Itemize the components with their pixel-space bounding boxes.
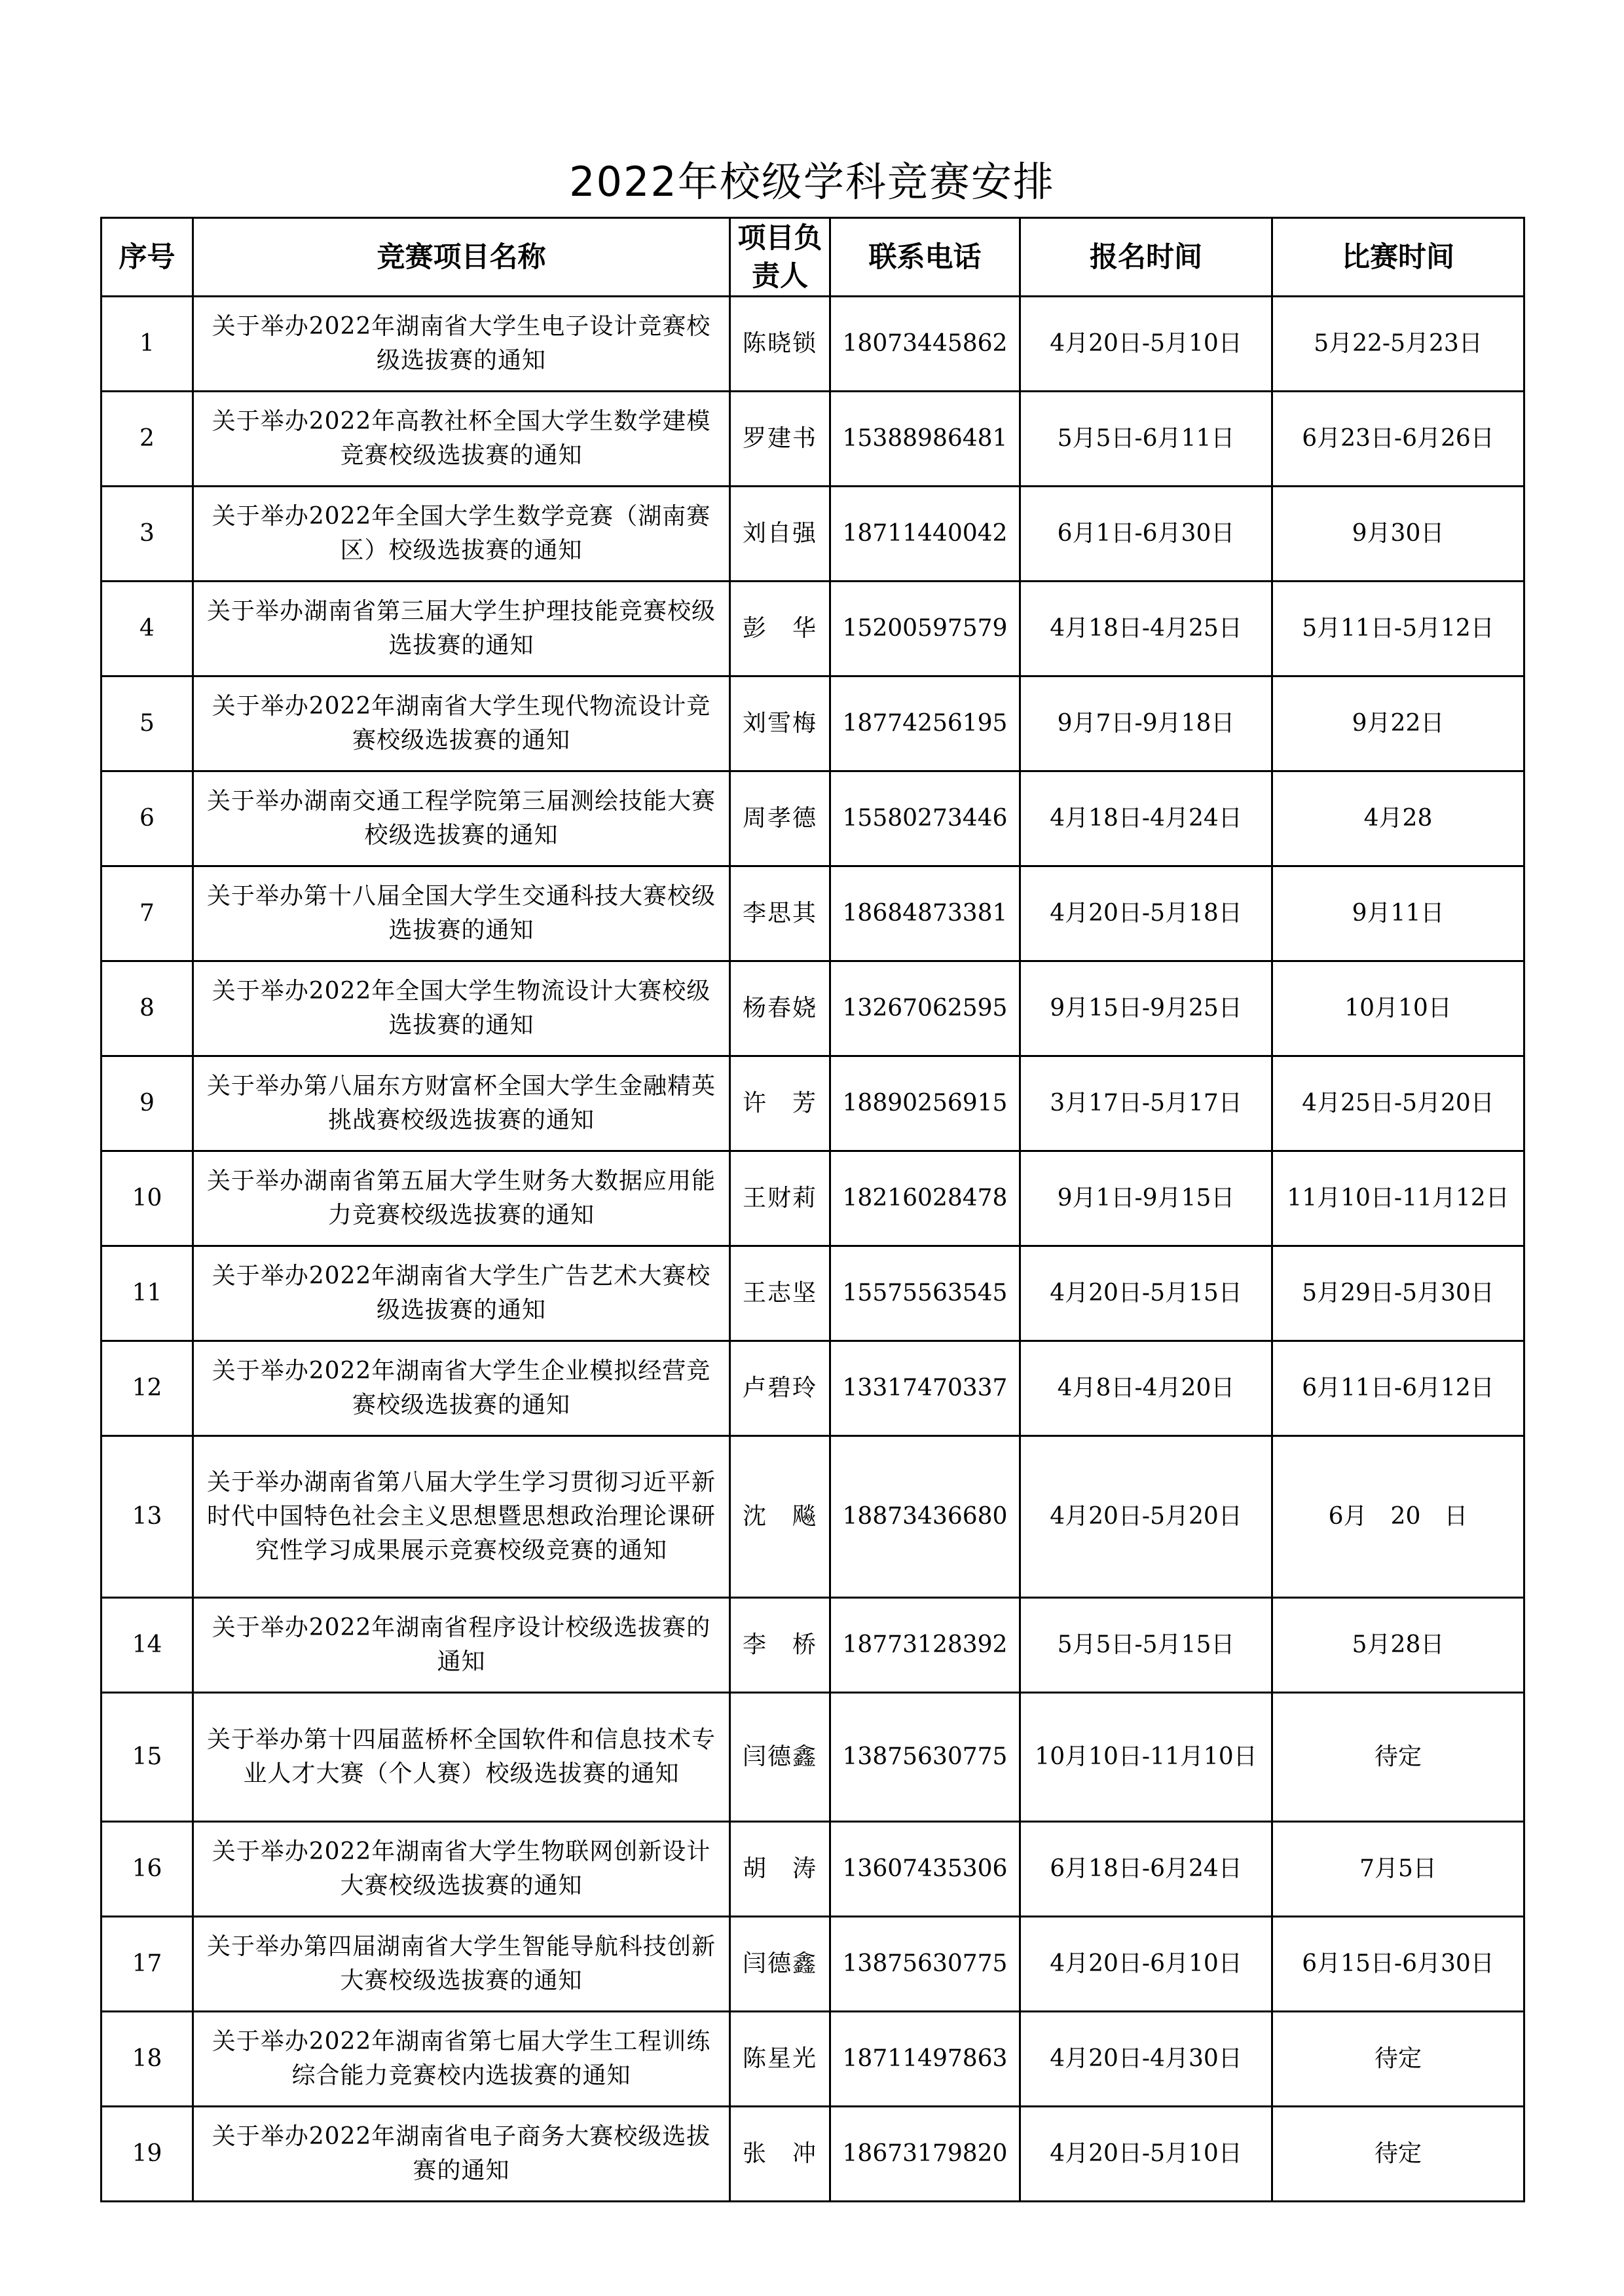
cell-person-in-charge: 闫德鑫	[730, 1917, 830, 2012]
cell-person-in-charge: 胡 涛	[730, 1822, 830, 1917]
cell-person-in-charge: 陈星光	[730, 2012, 830, 2107]
cell-person-in-charge: 卢碧玲	[730, 1341, 830, 1436]
cell-index: 1	[101, 297, 193, 392]
cell-contest-time: 11月10日-11月12日	[1272, 1151, 1524, 1246]
cell-competition-name: 关于举办2022年湖南省大学生企业模拟经营竞赛校级选拔赛的通知	[193, 1341, 730, 1436]
cell-signup-time: 4月20日-4月30日	[1020, 2012, 1272, 2107]
cell-competition-name: 关于举办2022年全国大学生物流设计大赛校级选拔赛的通知	[193, 961, 730, 1056]
cell-phone: 18673179820	[830, 2107, 1020, 2202]
cell-phone: 13317470337	[830, 1341, 1020, 1436]
cell-signup-time: 4月20日-5月10日	[1020, 297, 1272, 392]
table-row	[101, 487, 1524, 582]
cell-signup-time: 5月5日-6月11日	[1020, 392, 1272, 487]
table-row	[101, 1917, 1524, 2012]
cell-index: 9	[101, 1056, 193, 1151]
table-row	[101, 1246, 1524, 1341]
table-row	[101, 297, 1524, 392]
cell-phone: 15200597579	[830, 582, 1020, 676]
cell-phone: 13267062595	[830, 961, 1020, 1056]
cell-competition-name: 关于举办湖南省第五届大学生财务大数据应用能力竞赛校级选拔赛的通知	[193, 1151, 730, 1246]
column-header-signup: 报名时间	[1020, 218, 1272, 297]
cell-contest-time: 6月15日-6月30日	[1272, 1917, 1524, 2012]
cell-competition-name: 关于举办2022年高教社杯全国大学生数学建模竞赛校级选拔赛的通知	[193, 392, 730, 487]
cell-person-in-charge: 李 桥	[730, 1598, 830, 1693]
cell-signup-time: 5月5日-5月15日	[1020, 1598, 1272, 1693]
cell-person-in-charge: 彭 华	[730, 582, 830, 676]
cell-person-in-charge: 杨春娆	[730, 961, 830, 1056]
cell-signup-time: 4月18日-4月24日	[1020, 771, 1272, 866]
cell-contest-time: 7月5日	[1272, 1822, 1524, 1917]
cell-phone: 18684873381	[830, 866, 1020, 961]
cell-competition-name: 关于举办2022年全国大学生数学竞赛（湖南赛区）校级选拔赛的通知	[193, 487, 730, 582]
cell-person-in-charge: 周孝德	[730, 771, 830, 866]
cell-person-in-charge: 沈 飚	[730, 1436, 830, 1598]
cell-contest-time: 待定	[1272, 2012, 1524, 2107]
cell-competition-name: 关于举办2022年湖南省大学生现代物流设计竞赛校级选拔赛的通知	[193, 676, 730, 771]
cell-contest-time: 4月28	[1272, 771, 1524, 866]
cell-person-in-charge: 李思其	[730, 866, 830, 961]
cell-phone: 18890256915	[830, 1056, 1020, 1151]
cell-contest-time: 5月28日	[1272, 1598, 1524, 1693]
cell-contest-time: 5月22-5月23日	[1272, 297, 1524, 392]
cell-index: 14	[101, 1598, 193, 1693]
cell-signup-time: 4月20日-6月10日	[1020, 1917, 1272, 2012]
cell-contest-time: 5月29日-5月30日	[1272, 1246, 1524, 1341]
cell-signup-time: 9月7日-9月18日	[1020, 676, 1272, 771]
cell-person-in-charge: 罗建书	[730, 392, 830, 487]
cell-signup-time: 4月18日-4月25日	[1020, 582, 1272, 676]
cell-contest-time: 9月22日	[1272, 676, 1524, 771]
column-header-index: 序号	[101, 218, 193, 297]
cell-person-in-charge: 闫德鑫	[730, 1693, 830, 1822]
cell-phone: 15580273446	[830, 771, 1020, 866]
table-row	[101, 582, 1524, 676]
table-row	[101, 1341, 1524, 1436]
cell-index: 19	[101, 2107, 193, 2202]
cell-competition-name: 关于举办第十四届蓝桥杯全国软件和信息技术专业人才大赛（个人赛）校级选拔赛的通知	[193, 1693, 730, 1822]
cell-person-in-charge: 许 芳	[730, 1056, 830, 1151]
cell-person-in-charge: 王财莉	[730, 1151, 830, 1246]
cell-person-in-charge: 刘雪梅	[730, 676, 830, 771]
cell-index: 10	[101, 1151, 193, 1246]
cell-competition-name: 关于举办第八届东方财富杯全国大学生金融精英挑战赛校级选拔赛的通知	[193, 1056, 730, 1151]
column-header-person: 项目负责人	[730, 218, 830, 297]
table-row	[101, 961, 1524, 1056]
cell-person-in-charge: 张 冲	[730, 2107, 830, 2202]
cell-index: 11	[101, 1246, 193, 1341]
cell-signup-time: 3月17日-5月17日	[1020, 1056, 1272, 1151]
cell-index: 3	[101, 487, 193, 582]
cell-contest-time: 待定	[1272, 2107, 1524, 2202]
cell-contest-time: 4月25日-5月20日	[1272, 1056, 1524, 1151]
cell-competition-name: 关于举办湖南省第八届大学生学习贯彻习近平新时代中国特色社会主义思想暨思想政治理论课研究性学习成果展示竞赛校级竞赛的通知	[193, 1436, 730, 1598]
cell-contest-time: 6月23日-6月26日	[1272, 392, 1524, 487]
column-header-contest: 比赛时间	[1272, 218, 1524, 297]
cell-signup-time: 4月20日-5月10日	[1020, 2107, 1272, 2202]
table-row	[101, 1151, 1524, 1246]
cell-competition-name: 关于举办湖南省第三届大学生护理技能竞赛校级选拔赛的通知	[193, 582, 730, 676]
cell-phone: 18711440042	[830, 487, 1020, 582]
cell-phone: 18711497863	[830, 2012, 1020, 2107]
cell-index: 2	[101, 392, 193, 487]
cell-phone: 15575563545	[830, 1246, 1020, 1341]
cell-phone: 13607435306	[830, 1822, 1020, 1917]
cell-phone: 18873436680	[830, 1436, 1020, 1598]
table-row	[101, 1598, 1524, 1693]
cell-competition-name: 关于举办2022年湖南省大学生物联网创新设计大赛校级选拔赛的通知	[193, 1822, 730, 1917]
cell-index: 6	[101, 771, 193, 866]
cell-contest-time: 待定	[1272, 1693, 1524, 1822]
cell-competition-name: 关于举办2022年湖南省第七届大学生工程训练综合能力竞赛校内选拔赛的通知	[193, 2012, 730, 2107]
cell-phone: 18774256195	[830, 676, 1020, 771]
cell-phone: 18073445862	[830, 297, 1020, 392]
table-body	[101, 297, 1524, 2202]
cell-contest-time: 9月30日	[1272, 487, 1524, 582]
cell-signup-time: 4月20日-5月15日	[1020, 1246, 1272, 1341]
competition-schedule-table	[100, 217, 1525, 2202]
cell-competition-name: 关于举办2022年湖南省程序设计校级选拔赛的通知	[193, 1598, 730, 1693]
cell-competition-name: 关于举办第十八届全国大学生交通科技大赛校级选拔赛的通知	[193, 866, 730, 961]
cell-index: 15	[101, 1693, 193, 1822]
cell-competition-name: 关于举办2022年湖南省大学生广告艺术大赛校级选拔赛的通知	[193, 1246, 730, 1341]
cell-signup-time: 4月8日-4月20日	[1020, 1341, 1272, 1436]
cell-phone: 13875630775	[830, 1693, 1020, 1822]
cell-competition-name: 关于举办第四届湖南省大学生智能导航科技创新大赛校级选拔赛的通知	[193, 1917, 730, 2012]
cell-contest-time: 5月11日-5月12日	[1272, 582, 1524, 676]
table-row	[101, 2012, 1524, 2107]
table-row	[101, 2107, 1524, 2202]
cell-index: 5	[101, 676, 193, 771]
cell-contest-time: 6月 20 日	[1272, 1436, 1524, 1598]
table-row	[101, 1693, 1524, 1822]
table-row	[101, 676, 1524, 771]
cell-competition-name: 关于举办2022年湖南省电子商务大赛校级选拔赛的通知	[193, 2107, 730, 2202]
cell-person-in-charge: 王志坚	[730, 1246, 830, 1341]
table-row	[101, 1822, 1524, 1917]
cell-person-in-charge: 刘自强	[730, 487, 830, 582]
cell-index: 18	[101, 2012, 193, 2107]
cell-signup-time: 6月1日-6月30日	[1020, 487, 1272, 582]
table-row	[101, 1056, 1524, 1151]
table-header-row	[101, 218, 1524, 297]
table-row	[101, 1436, 1524, 1598]
cell-phone: 18216028478	[830, 1151, 1020, 1246]
cell-person-in-charge: 陈晓锁	[730, 297, 830, 392]
cell-index: 17	[101, 1917, 193, 2012]
cell-contest-time: 6月11日-6月12日	[1272, 1341, 1524, 1436]
cell-phone: 18773128392	[830, 1598, 1020, 1693]
table-row	[101, 866, 1524, 961]
cell-index: 12	[101, 1341, 193, 1436]
cell-index: 4	[101, 582, 193, 676]
cell-competition-name: 关于举办2022年湖南省大学生电子设计竞赛校级选拔赛的通知	[193, 297, 730, 392]
cell-signup-time: 10月10日-11月10日	[1020, 1693, 1272, 1822]
table-row	[101, 771, 1524, 866]
cell-signup-time: 4月20日-5月20日	[1020, 1436, 1272, 1598]
cell-index: 16	[101, 1822, 193, 1917]
cell-contest-time: 10月10日	[1272, 961, 1524, 1056]
cell-phone: 15388986481	[830, 392, 1020, 487]
cell-phone: 13875630775	[830, 1917, 1020, 2012]
cell-signup-time: 4月20日-5月18日	[1020, 866, 1272, 961]
cell-index: 13	[101, 1436, 193, 1598]
cell-contest-time: 9月11日	[1272, 866, 1524, 961]
table-row	[101, 392, 1524, 487]
cell-signup-time: 9月15日-9月25日	[1020, 961, 1272, 1056]
cell-signup-time: 9月1日-9月15日	[1020, 1151, 1272, 1246]
cell-signup-time: 6月18日-6月24日	[1020, 1822, 1272, 1917]
cell-index: 8	[101, 961, 193, 1056]
column-header-name: 竞赛项目名称	[193, 218, 730, 297]
page-title: 2022年校级学科竞赛安排	[569, 158, 1055, 206]
cell-competition-name: 关于举办湖南交通工程学院第三届测绘技能大赛校级选拔赛的通知	[193, 771, 730, 866]
column-header-phone: 联系电话	[830, 218, 1020, 297]
cell-index: 7	[101, 866, 193, 961]
